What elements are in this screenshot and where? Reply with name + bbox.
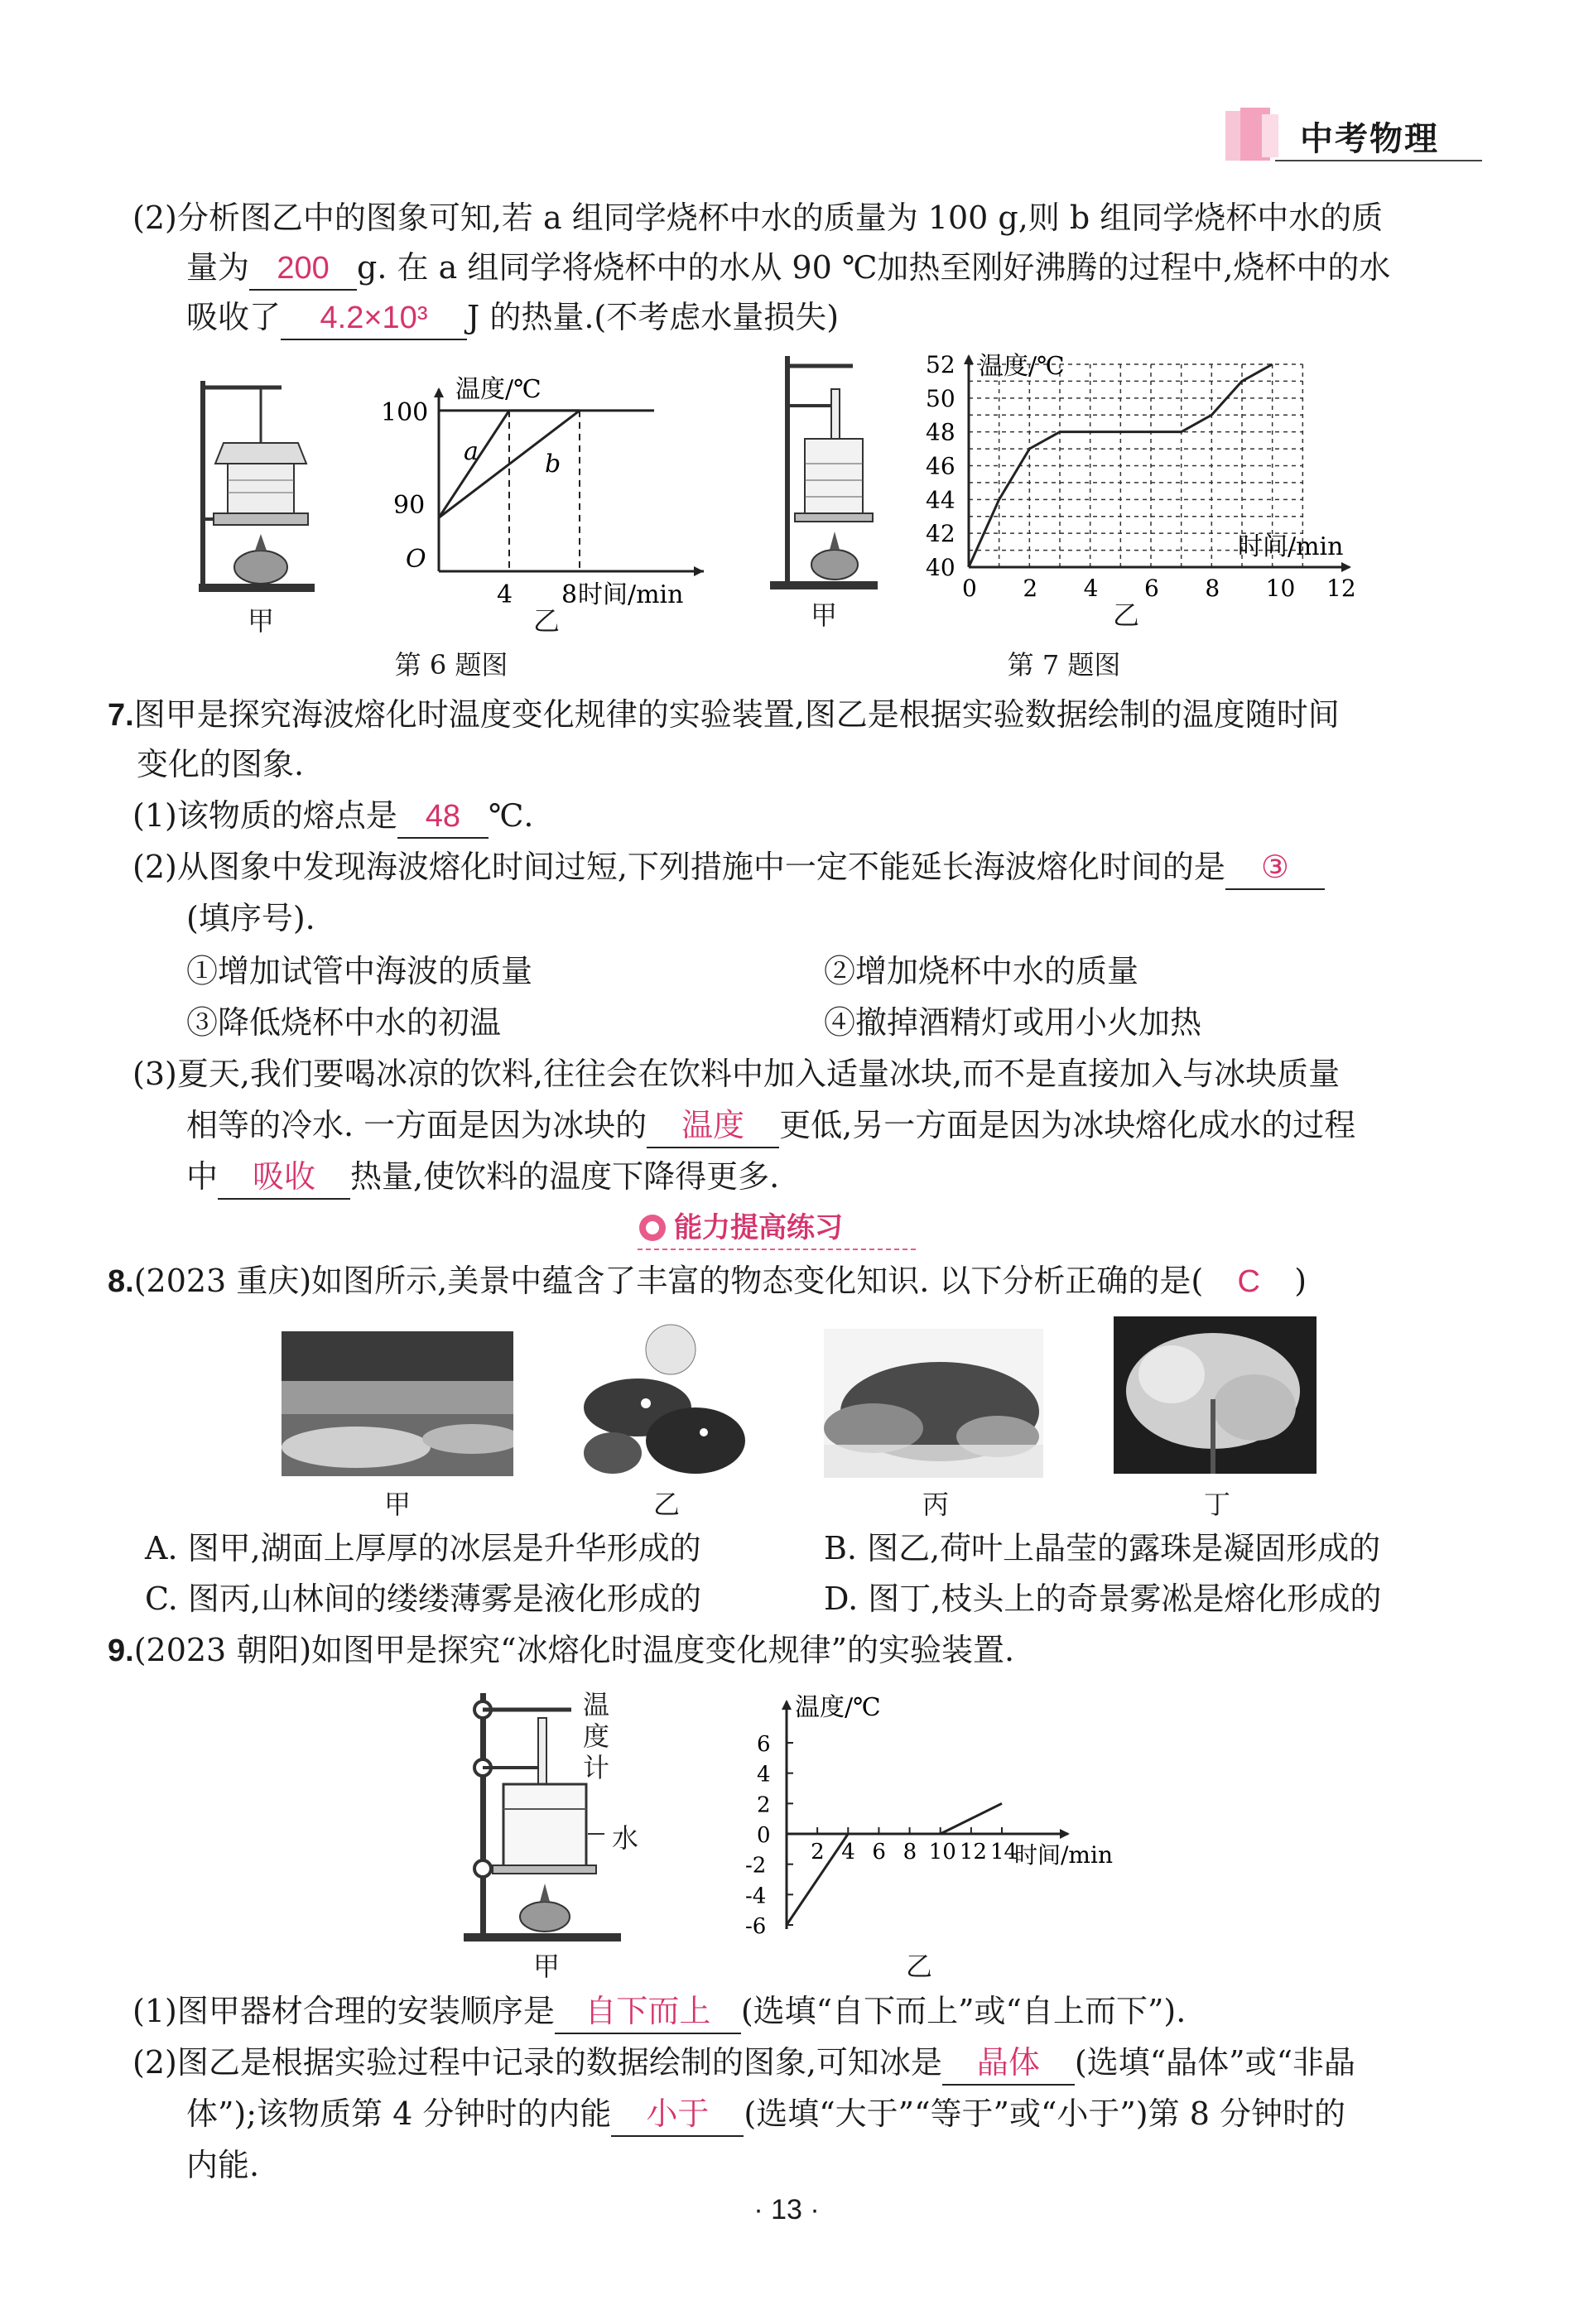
q7-text: (1)该物质的熔点是 [132,797,397,834]
fig9-ytick-label: -2 [745,1853,767,1879]
fig7-xtick-label: 6 [1144,575,1159,602]
q9-answer-2: 晶体 [942,2043,1075,2086]
photo-yi-lotus [580,1316,745,1482]
fig7-jia-label: 甲 [810,599,837,631]
fig9-ytick-label: 0 [757,1823,771,1848]
fig9-ytick-label: 2 [757,1792,771,1818]
q9-answer-1: 自下而上 [555,1991,741,2034]
fig9-xlabel: 时间/min [1014,1841,1113,1869]
fig6-ylabel: 温度/℃ [455,375,542,404]
q9-part1 [132,1990,1186,2034]
fig6-apparatus [182,364,331,596]
q7-stem-line1 [108,694,1340,736]
fig7-ytick-label: 42 [926,520,955,548]
fig7-xlabel: 时间/min [1238,532,1344,561]
fig9-thermo-char: 度 [582,1720,609,1752]
fig7-ytick-label: 52 [926,351,955,378]
q7-option-1: ①增加试管中海波的质量 [186,953,533,989]
q6-answer-2: 4.2×10³ [281,297,467,340]
fig9-water-label: 水 [611,1822,638,1854]
fig9-ytick-label: 6 [757,1732,771,1757]
fig7-ylabel: 温度/℃ [979,352,1065,381]
q6-text: g. 在 a 组同学将烧杯中的水从 90 ℃加热至刚好沸腾的过程中,烧杯中的水 [357,249,1391,286]
q9-part2-line3: 内能. [186,2147,260,2183]
fig9-thermo-char: 计 [582,1752,609,1783]
q8-option-a: A. 图甲,湖面上厚厚的冰层是升华形成的 [145,1530,701,1566]
q9-text: 体”);该物质第 4 分钟时的内能 [186,2095,612,2132]
fig7-ytick-label: 46 [926,452,955,480]
fig7-xtick-label: 10 [1265,575,1296,602]
q7-option-3: ③降低烧杯中水的初温 [186,1004,502,1041]
photo-ding-rime [1114,1316,1316,1474]
fig9-ytick-label: -4 [745,1884,767,1909]
fig7-xtick-label: 4 [1083,575,1099,602]
fig9-xtick-label: 12 [959,1840,987,1864]
fig6-x4: 4 [497,580,513,609]
q9-stem [108,1629,1014,1672]
q7-answer-2: ③ [1225,847,1325,890]
fig6-jia-label: 甲 [247,605,274,637]
q6-text: J 的热量.(不考虑水量损失) [467,299,840,335]
q7-answer-1: 48 [397,796,489,839]
fig9-ytick-label: 4 [757,1762,771,1788]
photo-bing-mist [824,1329,1043,1478]
q7-part3-line1: (3)夏天,我们要喝冰凉的饮料,往往会在饮料中加入适量冰块,而不是直接加入与冰块质量 [132,1056,1341,1092]
q7-text: 更低,另一方面是因为冰块熔化成水的过程 [779,1107,1356,1143]
fig7-xtick-label: 2 [1023,575,1038,602]
fig9-xtick-label: 14 [990,1840,1018,1864]
q7-text: 图甲是探究海波熔化时温度变化规律的实验装置,图乙是根据实验数据绘制的温度随时间 [133,696,1340,733]
fig7-ytick-label: 44 [926,486,955,514]
fig7-yi-label: 乙 [1112,599,1139,631]
fig9-graph [729,1689,1159,1946]
q9-answer-3: 小于 [611,2094,744,2137]
q6-answer-1: 200 [249,248,357,291]
section-bullet-icon [638,1213,667,1243]
q6-text: 量为 [186,249,250,286]
q8-photo-label-bing: 丙 [922,1489,949,1520]
q9-text: (2)图乙是根据实验过程中记录的数据绘制的图象,可知冰是 [132,2044,942,2081]
q6-part2-line2 [186,247,1390,291]
q8-answer: C [1237,1264,1260,1299]
section-title: 能力提高练习 [674,1211,843,1244]
fig6-caption: 第 6 题图 [394,649,508,681]
q8-photo-label-jia: 甲 [383,1489,411,1520]
q9-part2-line1 [132,2042,1355,2086]
q8-option-d: D. 图丁,枝头上的奇景雾凇是熔化形成的 [824,1581,1382,1617]
q9-text: (2023 朝阳)如图甲是探究“冰熔化时温度变化规律”的实验装置. [133,1632,1015,1668]
fig6-y100: 100 [381,398,429,427]
q7-part3-line2 [186,1104,1355,1148]
q7-number: 7. [108,698,134,733]
fig7-ytick-label: 48 [926,418,955,446]
fig6-graph [381,373,729,621]
fig9-xtick-label: 10 [928,1840,956,1864]
q8-text: ) [1294,1263,1307,1299]
fig9-xtick-label: 8 [903,1840,917,1864]
q7-text: 相等的冷水. 一方面是因为冰块的 [186,1107,647,1143]
q8-photo-label-yi: 乙 [652,1489,680,1520]
fig7-apparatus [762,348,894,596]
fig9-xtick-label: 2 [811,1840,825,1864]
fig7-ytick-label: 50 [926,384,955,412]
fig9-xtick-label: 6 [872,1840,886,1864]
fig9-thermo-char: 温 [582,1689,609,1720]
q8-stem [108,1260,1307,1302]
q7-text: 中 [186,1158,219,1195]
fig7-xtick-label: 0 [962,575,977,602]
fig6-xlabel: 时间/min [578,580,684,609]
q8-option-c: C. 图丙,山林间的缕缕薄雾是液化形成的 [145,1581,701,1617]
fig7-xtick-label: 8 [1205,575,1220,602]
q9-text: (选填“晶体”或“非晶 [1074,2044,1356,2081]
q8-number: 8. [108,1264,134,1299]
q7-answer-3: 温度 [647,1105,779,1148]
q9-part2-line2 [186,2093,1345,2137]
q9-text: (1)图甲器材合理的安装顺序是 [132,1993,555,2029]
q9-number: 9. [108,1634,134,1668]
fig9-axes [782,1700,1070,1929]
q6-text: 吸收了 [186,299,282,335]
section-underline [638,1246,919,1253]
fig7-ytick-label: 40 [926,554,955,581]
fig6-line-a-label: a [464,437,479,466]
q7-text: (2)从图象中发现海波熔化时间过短,下列措施中一定不能延长海波熔化时间的是 [132,849,1225,885]
fig9-ytick-label: -6 [745,1914,767,1939]
fig7-graph [919,348,1383,604]
header-badge [1217,106,1490,166]
fig9-xtick-label: 4 [841,1840,855,1864]
fig9-thermometer-label [580,1689,613,1783]
q7-part2 [132,846,1325,890]
q7-answer-4: 吸收 [218,1157,350,1200]
fig7-caption: 第 7 题图 [1007,649,1121,681]
q9-text: (选填“大于”“等于”或“小于”)第 8 分钟时的 [744,2095,1345,2132]
q9-text: (选填“自下而上”或“自上而下”). [740,1993,1187,2029]
q7-text: 热量,使饮料的温度下降得更多. [350,1158,780,1195]
q7-part2-line2: (填序号). [186,900,315,936]
fig6-x8: 8 [561,580,578,609]
fig6-y90: 90 [393,491,426,520]
q7-option-4: ④撤掉酒精灯或用小火加热 [824,1004,1202,1041]
q7-text: ℃. [488,797,534,834]
fig9-jia-label: 甲 [532,1951,560,1982]
page-number: · 13 · [753,2194,820,2225]
q8-option-b: B. 图乙,荷叶上晶莹的露珠是凝固形成的 [824,1530,1381,1566]
fig6-yi-label: 乙 [532,605,560,637]
photo-jia-ice-lake [282,1331,513,1476]
header-title: 中考物理 [1300,120,1439,158]
q7-option-2: ②增加烧杯中水的质量 [824,953,1139,989]
q8-photo-label-ding: 丁 [1203,1489,1230,1520]
fig6-axes [434,387,704,576]
q7-part3-line3 [186,1156,779,1200]
fig9-yi-label: 乙 [905,1951,932,1982]
q7-stem-line2: 变化的图象. [137,746,305,782]
q6-part2-line3 [186,296,839,340]
fig9-ylabel: 温度/℃ [795,1693,881,1722]
q8-text: (2023 重庆)如图所示,美景中蕴含了丰富的物态变化知识. 以下分析正确的是( [133,1263,1204,1299]
fig6-line-b-label: b [545,450,561,479]
q6-part2-line1: (2)分析图乙中的图象可知,若 a 组同学烧杯中水的质量为 100 g,则 b 组同学烧杯中水的质 [132,200,1384,236]
fig6-origin: O [406,545,426,574]
q7-part1 [132,795,533,839]
fig7-xtick-label: 12 [1326,575,1356,602]
